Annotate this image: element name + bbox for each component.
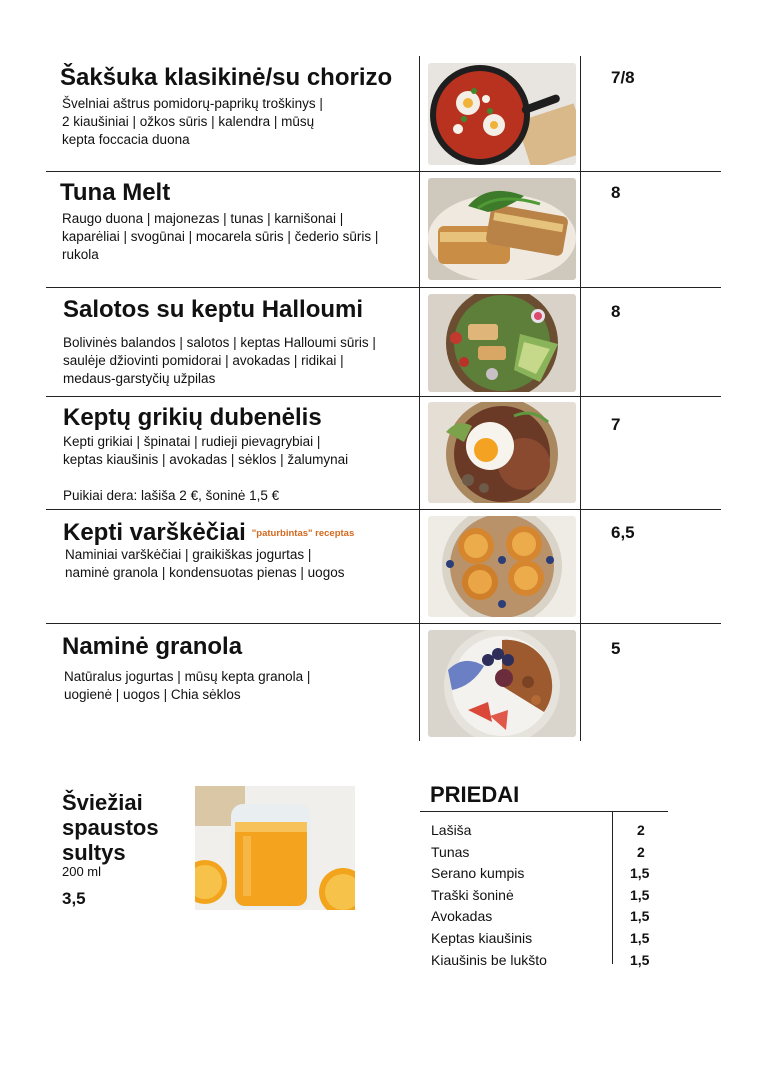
addon-name: Avokadas bbox=[431, 908, 493, 924]
column-divider bbox=[580, 56, 581, 741]
description-line: Raugo duona | majonezas | tunas | karnišonai | bbox=[62, 211, 344, 226]
item-description bbox=[62, 95, 323, 149]
description-line: saulėje džiovinti pomidorai | avokadas | ridikai | bbox=[63, 353, 344, 368]
divider bbox=[46, 171, 721, 172]
juice-title bbox=[62, 790, 159, 865]
curd-pancakes-photo bbox=[428, 516, 576, 617]
description-line: medaus-garstyčių užpilas bbox=[63, 371, 216, 386]
item-description bbox=[65, 546, 344, 582]
divider bbox=[420, 811, 668, 812]
divider bbox=[46, 623, 721, 624]
item-price: 7/8 bbox=[611, 68, 635, 87]
item-price: 8 bbox=[611, 302, 621, 321]
addon-price: 1,5 bbox=[630, 930, 650, 946]
item-title-text: Kepti varškėčiai bbox=[63, 519, 246, 546]
item-price: 8 bbox=[611, 183, 621, 202]
description-line: kaparėliai | svogūnai | mocarela sūris | čederio sūris | bbox=[62, 229, 379, 244]
description-line: naminė granola | kondensuotas pienas | uogos bbox=[65, 565, 345, 580]
description-line: Bolivinės balandos | salotos | keptas Halloumi sūris | bbox=[63, 335, 376, 350]
item-price: 5 bbox=[611, 639, 621, 658]
addon-name: Traški šoninė bbox=[431, 887, 514, 903]
shakshuka-photo bbox=[428, 63, 576, 165]
item-price: 7 bbox=[611, 415, 621, 434]
description-line bbox=[63, 469, 348, 487]
item-description bbox=[63, 433, 348, 505]
description-line: uogienė | uogos | Chia sėklos bbox=[64, 687, 241, 702]
item-description bbox=[64, 668, 310, 704]
addon-name: Lašiša bbox=[431, 822, 472, 838]
juice-title-line: sultys bbox=[62, 840, 126, 865]
description-line: 2 kiaušiniai | ožkos sūris | kalendra | mūsų bbox=[62, 114, 315, 129]
tuna-melt-photo bbox=[428, 178, 576, 280]
juice-price: 3,5 bbox=[62, 889, 86, 908]
item-title: Naminė granola bbox=[62, 633, 243, 660]
item-title: Keptų grikių dubenėlis bbox=[63, 404, 322, 431]
juice-title-line: spaustos bbox=[62, 815, 159, 840]
addons-title: PRIEDAI bbox=[430, 782, 520, 807]
addon-name: Kiaušinis be lukšto bbox=[431, 952, 547, 968]
addon-price: 1,5 bbox=[630, 908, 650, 924]
divider bbox=[46, 509, 721, 510]
addon-price: 2 bbox=[637, 822, 645, 838]
juice-volume: 200 ml bbox=[62, 864, 102, 879]
item-title: Tuna Melt bbox=[60, 179, 171, 206]
halloumi-salad-photo bbox=[428, 294, 576, 392]
recipe-note: "paturbintas" receptas bbox=[251, 528, 355, 540]
addon-price: 1,5 bbox=[630, 952, 650, 968]
item-title: Salotos su keptu Halloumi bbox=[63, 296, 364, 323]
description-line: Švelniai aštrus pomidorų-paprikų troškinys | bbox=[62, 96, 323, 111]
item-description bbox=[62, 210, 378, 264]
column-divider bbox=[612, 812, 613, 964]
description-line: Kepti grikiai | špinatai | rudieji pievagrybiai | bbox=[63, 434, 321, 449]
addon-name: Tunas bbox=[431, 844, 470, 860]
divider bbox=[46, 287, 721, 288]
addon-name: Keptas kiaušinis bbox=[431, 930, 533, 946]
juice-photo bbox=[195, 786, 355, 910]
item-description bbox=[63, 334, 376, 388]
item-title bbox=[63, 519, 354, 547]
divider bbox=[46, 396, 721, 397]
addon-name: Serano kumpis bbox=[431, 865, 525, 881]
juice-title-line: Šviežiai bbox=[62, 790, 143, 815]
description-line: Natūralus jogurtas | mūsų kepta granola | bbox=[64, 669, 311, 684]
description-line: Naminiai varškėčiai | graikiškas jogurtas | bbox=[65, 547, 312, 562]
item-title: Šakšuka klasikinė/su chorizo bbox=[60, 64, 393, 91]
granola-photo bbox=[428, 630, 576, 737]
addon-price: 1,5 bbox=[630, 887, 650, 903]
column-divider bbox=[419, 56, 420, 741]
addon-price: 2 bbox=[637, 844, 645, 860]
description-line: kepta foccacia duona bbox=[62, 132, 190, 147]
description-line: keptas kiaušinis | avokadas | sėklos | žalumynai bbox=[63, 452, 349, 467]
description-line: Puikiai dera: lašiša 2 €, šoninė 1,5 € bbox=[63, 488, 280, 503]
addon-price: 1,5 bbox=[630, 865, 650, 881]
description-line: rukola bbox=[62, 247, 99, 262]
buckwheat-bowl-photo bbox=[428, 402, 576, 503]
item-price: 6,5 bbox=[611, 523, 635, 542]
